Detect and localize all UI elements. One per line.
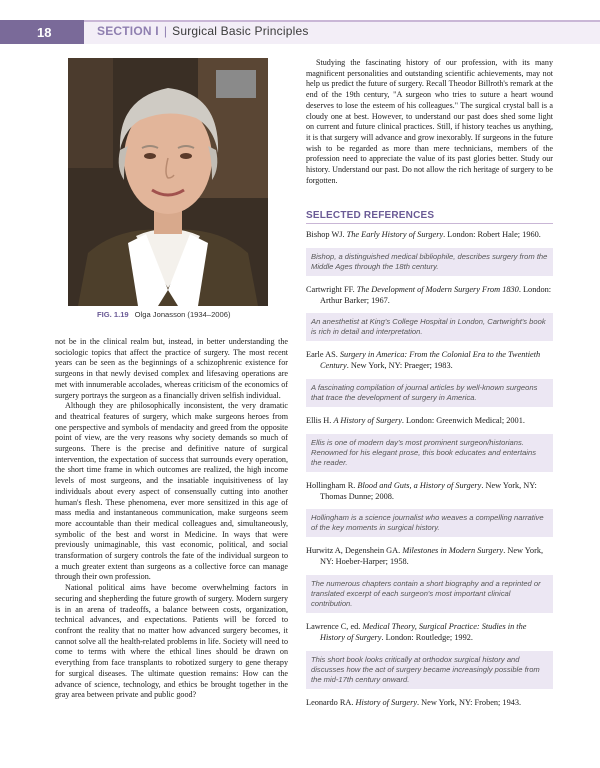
reference-publisher: . New York, NY: Hoeber-Harper; 1958. bbox=[320, 546, 544, 567]
reference-title: History of Surgery bbox=[355, 697, 417, 707]
reference-title: The Development of Modern Surgery From 1830 bbox=[356, 284, 519, 294]
reference-list bbox=[306, 230, 553, 715]
reference-publisher: . New York, NY: Praeger; 1983. bbox=[346, 361, 453, 371]
reference-title: The Early History of Surgery bbox=[346, 230, 444, 239]
reference-annotation: This short book looks critically at orthodox surgical history and discusses how the act of surgery became increasingly possible from the mid-17th century onward. bbox=[306, 651, 553, 689]
figure-number: FIG. 1.19 bbox=[97, 310, 129, 319]
reference-title: Milestones in Modern Surgery bbox=[402, 546, 504, 556]
reference-title: Surgery in America: From the Colonial Era to the Twentieth Century bbox=[320, 350, 541, 371]
reference-author: Lawrence C, ed. bbox=[306, 621, 361, 631]
reference-author: Cartwright FF. bbox=[306, 284, 355, 294]
reference-publisher: . New York, NY: Froben; 1943. bbox=[417, 697, 522, 707]
reference-entry bbox=[306, 546, 553, 568]
figure-caption bbox=[97, 310, 231, 319]
portrait-photo bbox=[68, 58, 268, 306]
left-column-body bbox=[55, 337, 288, 701]
reference-entry bbox=[306, 698, 553, 709]
reference-author: Hurwitz A, Degenshein GA. bbox=[306, 546, 401, 556]
portrait-illustration bbox=[68, 58, 268, 306]
reference-entry bbox=[306, 416, 553, 427]
right-column-paragraph: Studying the fascinating history of our profession, with its many magnificent personalities and outstanding scientific achievements, may not help us predict the future of surgery. Recall Theodor Billroth's remark at the end of the 19th century, "A surgeon who tries to suture a heart wound deserves to lose the esteem of his colleagues." The surgical crystal ball is a cloudy one at best. However, to understand our past does shed some light on current and future clinical practices. Still, if history teaches us anything, it is that surgery will advance and grow inexorably. If surgeons in the future wish to be regarded as more than mere technicians, members of the profession need to appreciate the value of its past glories better. Study our history. Understand our past. Do not allow the rich heritage of surgery to be forgotten. bbox=[306, 58, 553, 185]
body-paragraph: National political aims have become overwhelming factors in securing and shepherding the future growth of surgery. Modern surgery is in an arena of tradeoffs, a balance between costs, organization, technical advances, and expectations. Patients will be forced to confront the reality that no matter how advanced surgery becomes, it cannot solve all the health-related problems in life. Society will need to come to terms with where the ethical lines should be drawn on everything from face transplants to robotized surgery to gene therapy for surgical diseases. The ultimate question remains: How can the advance of science, technology, and ethics be brought together in the gray area between private and public good? bbox=[55, 583, 288, 700]
reference-title: A History of Surgery bbox=[333, 415, 402, 425]
reference-entry bbox=[306, 481, 553, 503]
reference-annotation: An anesthetist at King's College Hospital in London, Cartwright's book is rich in detail and interpretation. bbox=[306, 313, 553, 341]
body-paragraph: Although they are philosophically inconsistent, the very dramatic and theatrical features of surgery, which make surgeons heroes from one perspective and symbols of mendacity and greed from the opposite point of view, are the very reasons why society demands so much of surgeons. There is the precise and definitive nature of surgical intervention, the expectation of success that surrounds every operation, the short time frame in which outcomes are realized, the high income levels of most surgeons, and the insatiable inquisitiveness of lay individuals about every aspect of consensually cutting into another human's flesh. These phenomena, ever more sensitized in this age of mass media and instantaneous communication, make surgeons seem more accountable than their medical colleagues and, simultaneously, symbolic of the best and worst in Medicine. In ways that were previously unimaginable, this vast economic, political, and social transformation of surgery controls the fate of the individual surgeon to a much greater extent than surgeons as a collective force can manage through their own profession. bbox=[55, 401, 288, 582]
running-head bbox=[97, 24, 309, 38]
reference-author: Earle AS. bbox=[306, 350, 338, 360]
reference-publisher: . London: Greenwich Medical; 2001. bbox=[401, 415, 525, 425]
reference-publisher: . London: Arthur Barker; 1967. bbox=[320, 284, 552, 305]
section-label: SECTION I bbox=[97, 24, 159, 38]
reference-entry bbox=[306, 230, 553, 241]
section-separator: | bbox=[163, 24, 168, 38]
reference-publisher: . London: Routledge; 1992. bbox=[381, 632, 473, 642]
reference-author: Ellis H. bbox=[306, 415, 332, 425]
reference-publisher: . London: Robert Hale; 1960. bbox=[443, 230, 541, 239]
reference-annotation: Bishop, a distinguished medical bibliophile, describes surgery from the Middle Ages through the 18th century. bbox=[306, 248, 553, 276]
reference-author: Bishop WJ. bbox=[306, 230, 345, 239]
reference-publisher: . New York, NY: Thomas Dunne; 2008. bbox=[320, 480, 537, 501]
page-number: 18 bbox=[0, 20, 84, 44]
reference-author: Leonardo RA. bbox=[306, 697, 354, 707]
reference-entry bbox=[306, 350, 553, 372]
reference-annotation: A fascinating compilation of journal articles by well-known surgeons that trace the development of surgery in America. bbox=[306, 379, 553, 407]
reference-entry bbox=[306, 285, 553, 307]
references-heading: SELECTED REFERENCES bbox=[306, 210, 553, 224]
section-title: Surgical Basic Principles bbox=[172, 24, 309, 38]
reference-annotation: Hollingham is a science journalist who weaves a compelling narrative of the key moments in surgical history. bbox=[306, 509, 553, 537]
reference-annotation: Ellis is one of modern day's most prominent surgeon/historians. Renowned for his elegant prose, this book educates and entertains the reader. bbox=[306, 434, 553, 472]
reference-entry bbox=[306, 622, 553, 644]
reference-author: Hollingham R. bbox=[306, 480, 356, 490]
reference-annotation: The numerous chapters contain a short biography and a reprinted or translated excerpt of each surgeon's most important clinical contribution. bbox=[306, 575, 553, 613]
reference-title: Medical Theory, Surgical Practice: Studies in the History of Surgery bbox=[320, 621, 527, 642]
body-paragraph: not be in the clinical realm but, instead, in better understanding the sociologic topics that affect the practice of surgery. The most recent years can be seen as the beginnings of a schizophrenic existence for surgeons in that newly devised complex and lifesaving operations are met with innumerable accolades, whereas criticism of the economics of surgery portrays the surgeon as a financially driven selfish individual. bbox=[55, 337, 288, 400]
figure-caption-text: Olga Jonasson (1934–2006) bbox=[134, 310, 231, 319]
reference-title: Blood and Guts, a History of Surgery bbox=[357, 480, 482, 490]
